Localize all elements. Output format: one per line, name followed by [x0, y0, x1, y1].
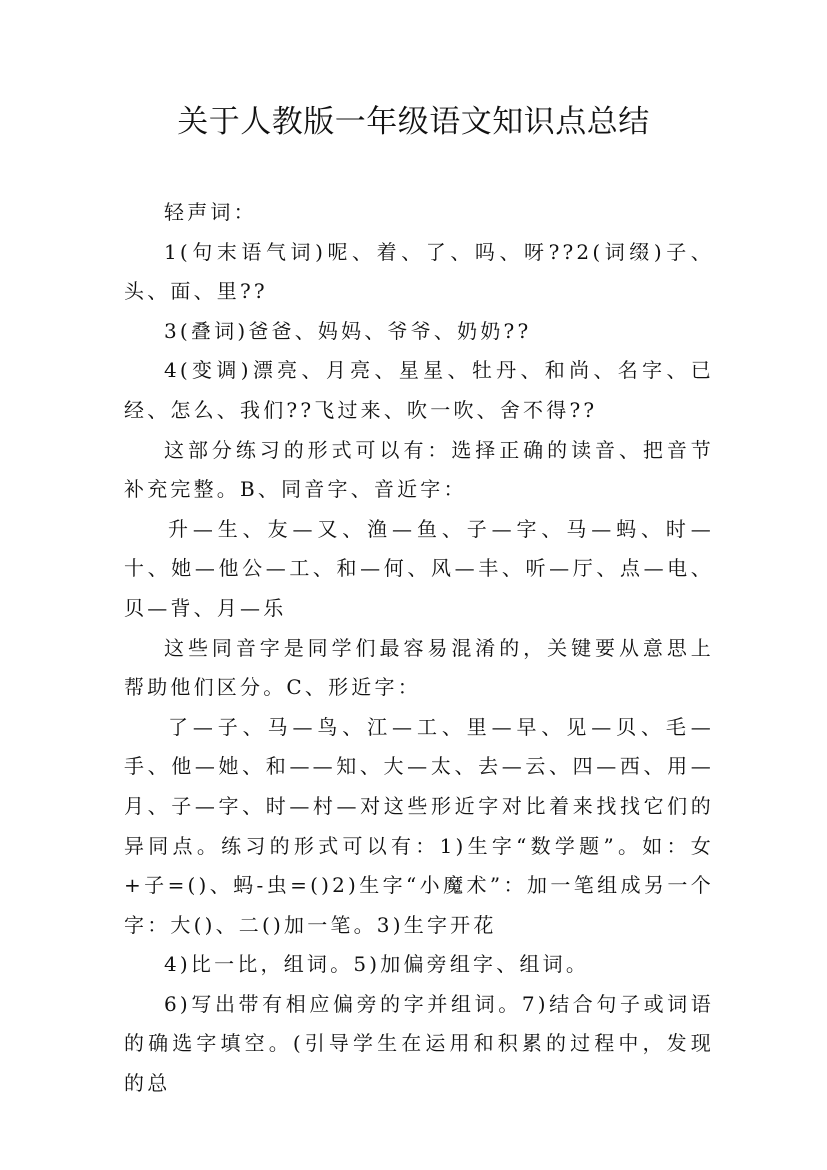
paragraph-light-tone-4: 4(变调)漂亮、月亮、星星、牡丹、和尚、名字、已经、怎么、我们??飞过来、吹一吹、舍不得?? [124, 358, 714, 422]
paragraph-exercise-forms: 这部分练习的形式可以有：选择正确的读音、把音节补充完整。B、同音字、音近字： [124, 437, 714, 502]
document-body [124, 193, 714, 1104]
paragraph-homophones-note: 这些同音字是同学们最容易混淆的，关键要从意思上帮助他们区分。C、形近字： [124, 635, 714, 700]
paragraph-similar-characters: 了—子、马—鸟、江—工、里—早、见—贝、毛—手、他—她、和——知、大—太、去—云、四—西、用—月、子—字、时—村—对这些形近字对比着来找找它们的异同点。练习的形式可以有：1)生字“数学题”。如：女+子=()、蚂-虫=()2)生字“小魔术”：加一笔组成另一个字：大()、二()加一笔。3)生字开花 [124, 714, 714, 937]
document-title: 关于人教版一年级语文知识点总结 [177, 104, 650, 140]
paragraph-light-tone-heading: 轻声词： [164, 200, 257, 224]
paragraph-exercise-6-7: 6)写出带有相应偏旁的字并组词。7)结合句子或词语的确选字填空。(引导学生在运用和积累的过程中，发现的总 [124, 991, 714, 1096]
paragraph-light-tone-3: 3(叠词)爸爸、妈妈、爷爷、奶奶?? [164, 318, 532, 343]
paragraph-exercise-4-5: 4)比一比，组词。5)加偏旁组字、组词。 [164, 952, 590, 977]
paragraph-homophones: 升—生、友—又、渔—鱼、子—字、马—蚂、时—十、她—他公—工、和—何、风—丰、听—厅、点—电、贝—背、月—乐 [124, 516, 714, 620]
paragraph-light-tone-1-2: 1(句末语气词)呢、着、了、吗、呀??2(词缀)子、头、面、里?? [124, 239, 714, 304]
